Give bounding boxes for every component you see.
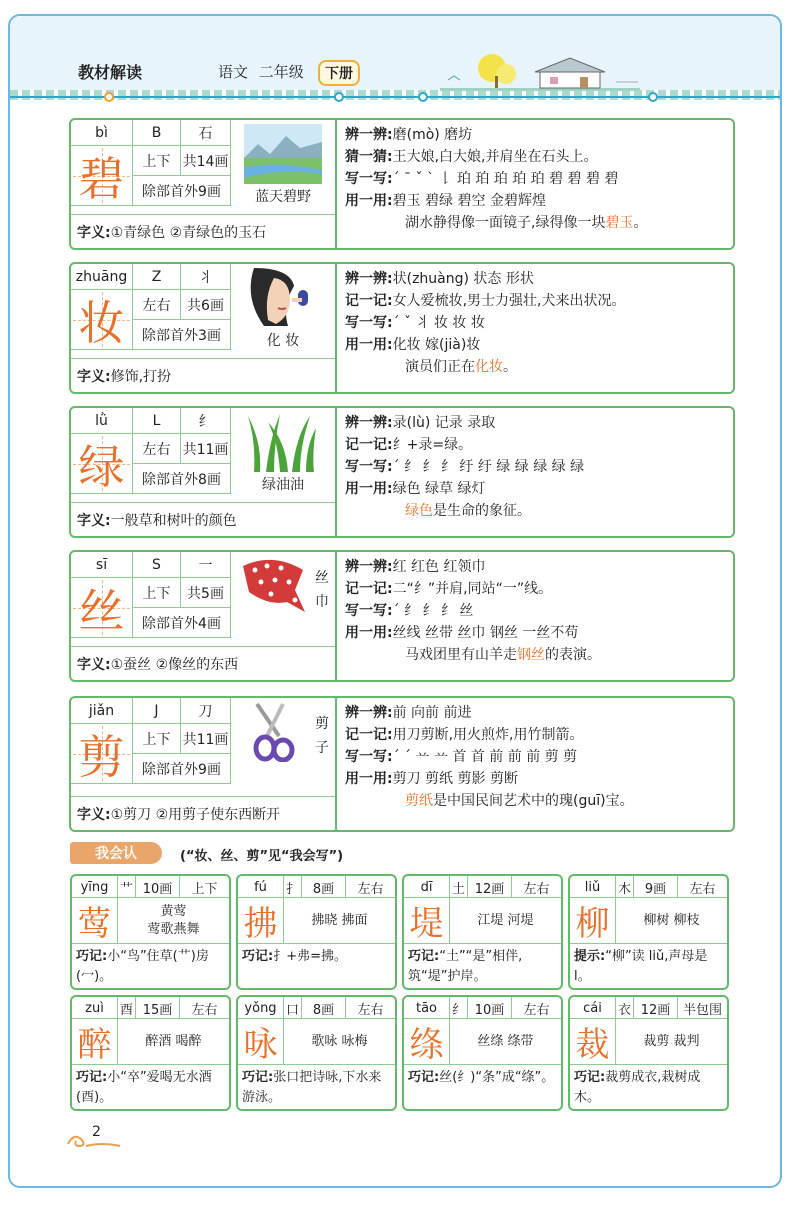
radical: 酉 bbox=[118, 997, 136, 1019]
structure: 上下 bbox=[191, 881, 218, 897]
character: 绦 bbox=[404, 1019, 450, 1065]
info-row: 用一用:绿色 绿草 绿灯 bbox=[345, 481, 486, 497]
initial-letter: Z bbox=[133, 264, 181, 290]
stroke-count: 共14画 bbox=[181, 146, 231, 176]
radical: 石 bbox=[181, 120, 231, 146]
memory-tip: 巧记:“土”“是”相伴,筑“堤”护岸。 bbox=[408, 949, 523, 984]
header-stripe bbox=[10, 90, 780, 100]
meaning: 字义:修饰,打扮 bbox=[71, 358, 335, 392]
card-header bbox=[238, 876, 395, 898]
recognize-card bbox=[70, 995, 231, 1111]
info-row: 用一用:剪刀 剪纸 剪影 剪断 bbox=[345, 771, 518, 787]
card-right bbox=[339, 408, 733, 536]
character-card bbox=[69, 262, 735, 394]
info-row: 用一用:化妆 嫁(jià)妆 bbox=[345, 337, 481, 353]
word: 柳树 柳枝 bbox=[643, 912, 700, 928]
radical: 艹 bbox=[118, 876, 136, 898]
info-row: 写一写:ˊ 纟 纟 纟 纡 纡 绿 绿 绿 绿 绿 bbox=[345, 459, 585, 475]
pinyin: lǜ bbox=[71, 408, 133, 434]
picture-caption: 化 妆 bbox=[266, 333, 300, 349]
example-sentence: 马戏团里有山羊走钢丝的表演。 bbox=[405, 647, 601, 663]
recognize-card bbox=[402, 874, 563, 990]
landscape-icon bbox=[231, 120, 335, 206]
character-card bbox=[69, 406, 735, 538]
initial-letter: B bbox=[133, 120, 181, 146]
character: 碧 bbox=[71, 146, 133, 206]
word: 拂晓 拂面 bbox=[311, 912, 368, 928]
header-dot bbox=[648, 92, 658, 102]
structure: 上下 bbox=[133, 578, 181, 608]
word: 江堤 河堤 bbox=[477, 912, 534, 928]
word: 歌咏 咏梅 bbox=[311, 1033, 368, 1049]
character-card bbox=[69, 550, 735, 682]
structure: 半包围 bbox=[682, 1002, 722, 1018]
card-header bbox=[72, 876, 229, 898]
book-info: 语文 二年级 bbox=[218, 63, 304, 81]
word-list bbox=[450, 1019, 561, 1065]
stroke-count: 12画 bbox=[468, 876, 512, 898]
card-header bbox=[404, 997, 561, 1019]
house-tree-icon bbox=[440, 50, 640, 92]
character: 堤 bbox=[404, 898, 450, 944]
info-row: 用一用:丝线 丝带 丝巾 钢丝 一丝不苟 bbox=[345, 625, 579, 641]
character: 绿 bbox=[71, 434, 133, 494]
memory-tip: 巧记:小“鸟”住草(艹)房(冖)。 bbox=[76, 949, 209, 984]
stroke-count: 共6画 bbox=[181, 290, 231, 320]
radical: 丬 bbox=[181, 264, 231, 290]
stroke-count: 共5画 bbox=[181, 578, 231, 608]
card-header bbox=[570, 876, 727, 898]
info-row: 辨一辨:状(zhuàng) 状态 形状 bbox=[345, 271, 534, 287]
structure: 左右 bbox=[133, 434, 181, 464]
word-list bbox=[284, 898, 395, 944]
structure: 左右 bbox=[523, 1002, 550, 1018]
radical: 扌 bbox=[284, 876, 302, 898]
volume-badge: 下册 bbox=[318, 60, 360, 86]
meaning: 字义:一般草和树叶的颜色 bbox=[71, 502, 335, 536]
strokes-excluding-radical: 除部首外8画 bbox=[133, 464, 231, 494]
info-row: 记一记:二“纟”并肩,同站“一”线。 bbox=[345, 581, 553, 597]
info-row: 用一用:碧玉 碧绿 碧空 金碧辉煌 bbox=[345, 193, 546, 209]
picture-caption: 绿油油 bbox=[262, 477, 304, 493]
pinyin: zuì bbox=[72, 997, 118, 1019]
pinyin: fú bbox=[238, 876, 284, 898]
radical: 纟 bbox=[181, 408, 231, 434]
picture-caption: 丝巾 bbox=[315, 570, 329, 610]
section-title: 教材解读 bbox=[78, 63, 143, 82]
info-row: 记一记:用刀剪断,用火煎炸,用竹制箭。 bbox=[345, 727, 584, 743]
card-right bbox=[339, 264, 733, 392]
example-sentence: 湖水静得像一面镜子,绿得像一块碧玉。 bbox=[405, 215, 648, 231]
structure: 左右 bbox=[357, 1002, 384, 1018]
page-header bbox=[10, 16, 780, 96]
structure: 左右 bbox=[133, 290, 181, 320]
structure: 左右 bbox=[191, 1002, 218, 1018]
card-left bbox=[71, 264, 337, 392]
picture-caption: 剪子 bbox=[315, 716, 329, 756]
character: 裁 bbox=[570, 1019, 616, 1065]
recognize-card bbox=[402, 995, 563, 1111]
recognize-card bbox=[568, 874, 729, 990]
meaning: 字义:①剪刀 ②用剪子使东西断开 bbox=[71, 796, 335, 830]
strokes-excluding-radical: 除部首外9画 bbox=[133, 754, 231, 784]
woman-makeup-icon bbox=[231, 264, 335, 350]
header-dot bbox=[418, 92, 428, 102]
strokes-excluding-radical: 除部首外4画 bbox=[133, 608, 231, 638]
info-row: 写一写:ˊ ˇ 丬 妆 妆 妆 bbox=[345, 315, 485, 331]
recognize-card bbox=[70, 874, 231, 990]
card-right bbox=[339, 698, 733, 830]
card-header bbox=[570, 997, 727, 1019]
character: 妆 bbox=[71, 290, 133, 350]
radical: 土 bbox=[450, 876, 468, 898]
grass-icon bbox=[231, 408, 335, 494]
strokes-excluding-radical: 除部首外9画 bbox=[133, 176, 231, 206]
character: 丝 bbox=[71, 578, 133, 638]
initial-letter: S bbox=[133, 552, 181, 578]
initial-letter: J bbox=[133, 698, 181, 724]
example-sentence: 绿色是生命的象征。 bbox=[405, 503, 531, 519]
word-list bbox=[118, 898, 229, 944]
meaning: 字义:①青绿色 ②青绿色的玉石 bbox=[71, 214, 335, 248]
card-header bbox=[72, 997, 229, 1019]
radical: 衣 bbox=[616, 997, 634, 1019]
radical: 纟 bbox=[450, 997, 468, 1019]
card-header bbox=[238, 997, 395, 1019]
example-sentence: 剪纸是中国民间艺术中的瑰(guī)宝。 bbox=[405, 793, 634, 809]
structure: 左右 bbox=[357, 881, 384, 897]
recognize-card bbox=[236, 995, 397, 1111]
card-header bbox=[404, 876, 561, 898]
header-dot bbox=[334, 92, 344, 102]
recognize-tag: 我会认 bbox=[70, 842, 162, 864]
word-list bbox=[616, 1019, 727, 1065]
stroke-count: 9画 bbox=[634, 876, 678, 898]
card-right bbox=[339, 552, 733, 680]
card-left bbox=[71, 552, 337, 680]
pinyin: jiǎn bbox=[71, 698, 133, 724]
stroke-count: 8画 bbox=[302, 997, 346, 1019]
info-row: 写一写:ˊ 纟 纟 纟 丝 bbox=[345, 603, 474, 619]
word-list bbox=[616, 898, 727, 944]
stroke-count: 12画 bbox=[634, 997, 678, 1019]
word-list bbox=[284, 1019, 395, 1065]
pinyin: liǔ bbox=[570, 876, 616, 898]
stroke-count: 15画 bbox=[136, 997, 180, 1019]
card-left bbox=[71, 408, 337, 536]
character: 咏 bbox=[238, 1019, 284, 1065]
info-row: 记一记:女人爱梳妆,男士力强壮,犬来出状况。 bbox=[345, 293, 626, 309]
info-row: 辨一辨:前 向前 前进 bbox=[345, 705, 472, 721]
card-left bbox=[71, 698, 337, 830]
stroke-count: 10画 bbox=[136, 876, 180, 898]
scarf-icon bbox=[231, 552, 335, 638]
structure: 上下 bbox=[133, 146, 181, 176]
character: 剪 bbox=[71, 724, 133, 784]
radical: 一 bbox=[181, 552, 231, 578]
character-card bbox=[69, 696, 735, 832]
structure: 上下 bbox=[133, 724, 181, 754]
pinyin: zhuāng bbox=[71, 264, 133, 290]
word-list bbox=[118, 1019, 229, 1065]
pinyin: yīng bbox=[72, 876, 118, 898]
recognize-card bbox=[568, 995, 729, 1111]
radical: 木 bbox=[616, 876, 634, 898]
word: 黄莺 bbox=[160, 903, 187, 919]
word: 裁剪 裁判 bbox=[643, 1033, 700, 1049]
pinyin: dī bbox=[404, 876, 450, 898]
header-line bbox=[10, 96, 780, 98]
memory-tip: 巧记:小“卒”爱喝无水酒(酉)。 bbox=[76, 1070, 212, 1105]
pinyin: bì bbox=[71, 120, 133, 146]
page-number: 2 bbox=[92, 1124, 101, 1140]
character: 拂 bbox=[238, 898, 284, 944]
meaning: 字义:①蚕丝 ②像丝的东西 bbox=[71, 646, 335, 680]
example-sentence: 演员们正在化妆。 bbox=[405, 359, 517, 375]
card-right bbox=[339, 120, 733, 248]
info-row: 辨一辨:红 红色 红领巾 bbox=[345, 559, 486, 575]
character-card bbox=[69, 118, 735, 250]
stroke-count: 8画 bbox=[302, 876, 346, 898]
character: 醉 bbox=[72, 1019, 118, 1065]
structure: 左右 bbox=[523, 881, 550, 897]
character: 柳 bbox=[570, 898, 616, 944]
info-row: 猜一猜:王大娘,白大娘,并肩坐在石头上。 bbox=[345, 149, 598, 165]
scissors-icon bbox=[231, 698, 335, 784]
initial-letter: L bbox=[133, 408, 181, 434]
pinyin: yǒng bbox=[238, 997, 284, 1019]
memory-tip: 巧记:张口把诗咏,下水来游泳。 bbox=[242, 1070, 382, 1105]
pinyin: cái bbox=[570, 997, 616, 1019]
recognize-note: (“妆、丝、剪”见“我会写”) bbox=[180, 849, 344, 864]
memory-tip: 巧记:扌+弗=拂。 bbox=[242, 949, 347, 964]
pinyin: tāo bbox=[404, 997, 450, 1019]
word: 丝绦 绦带 bbox=[477, 1033, 534, 1049]
recognize-card bbox=[236, 874, 397, 990]
header-dot bbox=[104, 92, 114, 102]
memory-tip: 巧记:丝(纟)“条”成“绦”。 bbox=[408, 1070, 555, 1085]
info-row: 写一写:ˊ ˉ ˇ ˋ 𠄌 珀 珀 珀 珀 珀 碧 碧 碧 碧 bbox=[345, 171, 619, 187]
character: 莺 bbox=[72, 898, 118, 944]
word-list bbox=[450, 898, 561, 944]
word: 莺歌燕舞 bbox=[147, 921, 200, 937]
memory-tip: 巧记:裁剪成衣,栽树成木。 bbox=[574, 1070, 701, 1105]
word: 醉酒 喝醉 bbox=[145, 1033, 202, 1049]
memory-tip: 提示:“柳”读 liǔ,声母是 l。 bbox=[574, 949, 708, 984]
info-row: 辨一辨:磨(mò) 磨坊 bbox=[345, 127, 473, 143]
pinyin: sī bbox=[71, 552, 133, 578]
radical: 刀 bbox=[181, 698, 231, 724]
stroke-count: 10画 bbox=[468, 997, 512, 1019]
picture-caption: 蓝天碧野 bbox=[255, 189, 311, 205]
info-row: 写一写:ˊ ˊ 䒑 䒑 首 首 前 前 前 剪 剪 bbox=[345, 749, 578, 765]
card-left bbox=[71, 120, 337, 248]
info-row: 辨一辨:录(lù) 记录 录取 bbox=[345, 415, 496, 431]
structure: 左右 bbox=[689, 881, 716, 897]
radical: 口 bbox=[284, 997, 302, 1019]
stroke-count: 共11画 bbox=[181, 434, 231, 464]
strokes-excluding-radical: 除部首外3画 bbox=[133, 320, 231, 350]
stroke-count: 共11画 bbox=[181, 724, 231, 754]
info-row: 记一记:纟+录=绿。 bbox=[345, 437, 473, 453]
